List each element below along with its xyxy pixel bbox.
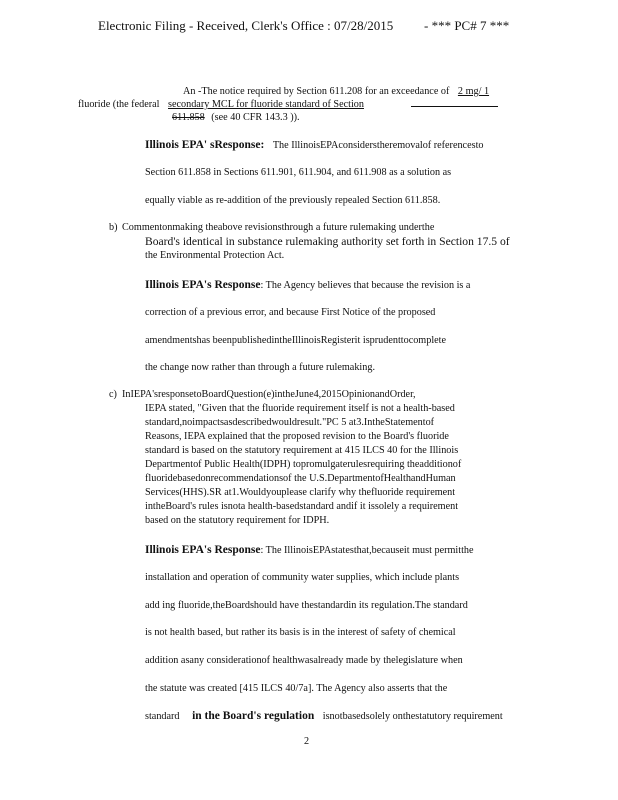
amendment-underlined: secondary MCL for fluoride standard of Section [168,99,364,110]
response-1-line-1 [145,139,483,152]
response-3-line-2: installation and operation of community water supplies, which include plants [145,572,460,583]
response-text: The IllinoisEPAconsiderstheremovalof referencesto [272,140,484,151]
amendment-value: 2 mg/ 1 [457,86,490,97]
item-c-line-4: Reasons, IEPA explained that the proposed revision to the Board's fluoride [145,431,449,442]
item-c-marker: c) [109,389,117,400]
amendment-line-2 [78,99,364,111]
response-3-line-1 [145,544,474,557]
response-1-line-3: equally viable as re-addition of the previously repealed Section 611.858. [145,195,441,206]
response-text: : The IllinoisEPAstatesthat,becauseit must permitthe [260,545,474,556]
item-b-line-1: Commentonmaking theabove revisionsthrough a future rulemaking underthe [122,222,435,233]
amendment-line-1 [183,86,489,98]
response-1-line-2: Section 611.858 in Sections 611.901, 611.904, and 611.908 as a solution as [145,167,452,178]
item-c-line-1: InIEPA'sresponsetoBoardQuestion(e)intheJune4,2015OpinionandOrder, [122,389,416,400]
response-label: Illinois EPA' sResponse: [145,139,265,151]
blank-rule [411,106,498,107]
response-3-line-4: is not health based, but rather its basis is in the interest of safety of chemical [145,627,456,638]
item-b-line-3: the Environmental Protection Act. [145,250,285,261]
item-c-line-5: standard is based on the statutory requirement at 415 ILCS 40 for the Illinois [145,445,459,456]
item-c-line-10: based on the statutory requirement for IDPH. [145,515,330,526]
amendment-text: (see 40 CFR 143.3 )). [211,112,300,123]
response-3-line-7 [145,710,503,723]
item-c-line-8: Services(HHS).SR at1.Wouldyouplease clarify why thefluoride requirement [145,487,456,498]
response-label: Illinois EPA's Response [145,544,261,556]
page-number: 2 [304,736,310,747]
item-b-marker: b) [109,222,118,233]
amendment-text: fluoride (the federal [78,99,160,110]
response-2-line-1 [145,279,470,292]
item-c-line-7: fluoridebasedonrecommendationsof the U.S.DepartmentofHealthandHuman [145,473,456,484]
struck-section: 611.858 [172,112,205,123]
response-text: standard [145,711,180,722]
response-2-line-3: amendmentshas beenpublishedintheIllinoisRegisterit isprudenttocomplete [145,335,447,346]
item-b-line-2: Board's identical in substance rulemaking authority set forth in Section 17.5 of [145,235,510,248]
response-2-line-2: correction of a previous error, and because First Notice of the proposed [145,307,436,318]
response-emphasis: in the Board's regulation [192,710,315,722]
response-3-line-3: add ing fluoride,theBoardshould have thestandardin its regulation.The standard [145,600,468,611]
response-3-line-6: the statute was created [415 ILCS 40/7a]. The Agency also asserts that the [145,683,448,694]
item-c-line-2: IEPA stated, "Given that the fluoride requirement itself is not a health-based [145,403,455,414]
response-label: Illinois EPA's Response [145,279,261,291]
amendment-line-3 [172,112,300,124]
response-2-line-4: the change now rather than through a future rulemaking. [145,362,375,373]
item-c-line-3: standard,noimpactsasdescribedwouldresult."PC 5 at3.IntheStatementof [145,417,435,428]
amendment-text: An -The notice required by Section 611.208 for an exceedance of [183,86,450,97]
response-text: : The Agency believes that because the revision is a [260,280,471,291]
pc-number: - *** PC# 7 *** [424,18,510,33]
response-3-line-5: addition asany considerationof healthwasalready made by thelegislature when [145,655,463,666]
filing-header: Electronic Filing - Received, Clerk's Office : 07/28/2015 [98,18,394,33]
item-c-line-9: intheBoard's rules isnota health-basedstandard andif it issolely a requirement [145,501,459,512]
response-text: isnotbasedsolely onthestatutory requirement [322,711,503,722]
item-c-line-6: Departmentof Public Health(IDPH) topromulgaterulesrequiring theadditionof [145,459,462,470]
